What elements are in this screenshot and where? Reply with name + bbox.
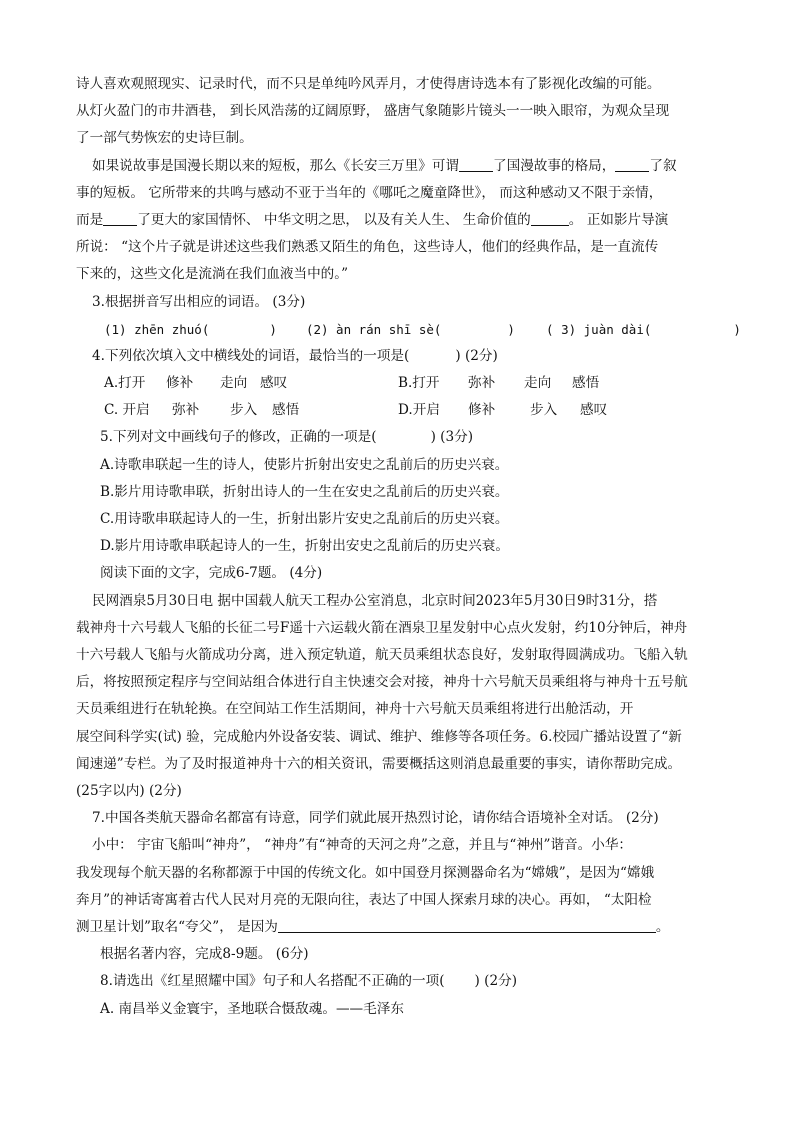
- question-4-stem: [92, 343, 498, 370]
- question-3-stem: 3.根据拼音写出相应的词语。 (3分): [92, 294, 306, 310]
- passage-line: 诗人喜欢观照现实、记录时代，而不只是单纯吟风弄月，才使得唐诗选本有了影视化改编的可能。: [76, 76, 661, 92]
- option-word: 走向: [220, 375, 248, 391]
- dialogue-text: 测卫星计划”取名“夸父”， 是因为: [76, 919, 278, 935]
- news-line: 展空间科学实(试) 验，完成舱内外设备安装、调试、维护、维修等各项任务。6.校园广播站设置了“新: [76, 729, 682, 745]
- passage-line: 所说： “这个片子就是讲述这些我们熟悉又陌生的角色，这些诗人，他们的经典作品，是一直流传: [76, 239, 659, 255]
- passage-line: 下来的，这些文化是流淌在我们血液当中的。”: [76, 266, 349, 282]
- passage-text: 了叙: [649, 158, 677, 174]
- option-b[interactable]: B.打开: [398, 375, 440, 391]
- news-line: 民网酒泉5月30日电 据中国载人航天工程办公室消息，北京时间2023年5月30日9时31分，搭: [92, 593, 658, 609]
- option-a[interactable]: A.诗歌串联起一生的诗人，使影片折射出安史之乱前后的历史兴衰。: [100, 457, 509, 473]
- option-word: 弥补: [172, 402, 200, 418]
- stem-text: 4.下列依次填入文中横线处的词语，最恰当的一项是(: [92, 348, 410, 364]
- passage-line: 了一部气势恢宏的史诗巨制。: [76, 130, 253, 146]
- option-word: 感悟: [272, 402, 300, 418]
- news-line: 载神舟十六号载人飞船的长征二号F遥十六运载火箭在酒泉卫星发射中心点火发射，约10分钟后，神舟: [76, 620, 688, 636]
- stem-text: ) (2分): [455, 348, 498, 364]
- dialogue-line: 我发现每个航天器的名称都源于中国的传统文化。如中国登月探测器命名为“嫦娥”，是因为“嫦娥: [76, 865, 655, 881]
- stem-text: ) (3分): [430, 429, 474, 445]
- section-intro: 根据名著内容，完成8-9题。 (6分): [100, 946, 309, 962]
- option-word: 弥补: [468, 375, 496, 391]
- question-4-options-row1: [104, 370, 599, 397]
- news-line: 闻速递”专栏。为了及时报道神舟十六的相关资讯，需要概括这则消息最重要的事实，请你帮助完成。: [76, 756, 682, 772]
- paren: ): [269, 322, 277, 337]
- option-d[interactable]: D.影片用诗歌串联起诗人的一生，折射出安史之乱前后的历史兴衰。: [100, 538, 509, 554]
- passage-text: 了国漫故事的格局，: [493, 158, 616, 174]
- option-c[interactable]: C.用诗歌串联起诗人的一生，折射出影片安史之乱前后的历史兴衰。: [100, 511, 509, 527]
- option-a[interactable]: A.打开: [104, 375, 146, 391]
- reading-intro: 阅读下面的文字，完成6-7题。 (4分): [100, 565, 323, 581]
- passage-line: 从灯火盈门的市井酒巷， 到长风浩荡的辽阔原野， 盛唐气象随影片镜头一一映入眼帘，为观众呈现: [76, 103, 670, 119]
- stem-text: 8.请选出《红星照耀中国》句子和人名搭配不正确的一项(: [100, 973, 445, 989]
- dialogue-line: 小中： 宇宙飞船叫“神舟”， “神舟”有“神奇的天河之舟”之意，并且与“神州”谐音。小华：: [92, 837, 633, 853]
- paren: ): [733, 322, 741, 337]
- news-line: 十六号载人飞船与火箭成功分离，进入预定轨道，航天员乘组状态良好，发射取得圆满成功。飞船入轨: [76, 647, 688, 663]
- option-word: 感叹: [580, 402, 608, 418]
- option-d[interactable]: D.开启: [398, 402, 440, 418]
- option-word: 步入: [530, 402, 558, 418]
- passage-line: 事的短板。 它所带来的共鸣与感动不亚于当年的《哪吒之魔童降世》， 而这种感动又不限于亲情，: [76, 185, 663, 201]
- question-5-stem: [100, 424, 473, 451]
- passage-line: [92, 153, 677, 180]
- fill-blank: [531, 211, 569, 226]
- option-a[interactable]: A. 南昌举义金寰宇，圣地联合慑敌魂。——毛泽东: [100, 1001, 404, 1017]
- question-6-limit: (25字以内) (2分): [76, 783, 182, 799]
- dialogue-line: 奔月”的神话寄寓着古代人民对月亮的无限向往，表达了中国人探索月球的决心。再如， “太阳检: [76, 892, 652, 908]
- fill-blank: [615, 157, 649, 172]
- option-word: 感悟: [572, 375, 600, 391]
- paren: ): [507, 322, 515, 337]
- question-3-pinyin-row: [104, 316, 741, 343]
- passage-text: 而是: [76, 212, 104, 228]
- passage-text: 了更大的家国情怀、 中华文明之思， 以及有关人生、 生命价值的: [137, 212, 531, 228]
- stem-text: 5.下列对文中画线句子的修改，正确的一项是(: [100, 429, 377, 445]
- passage-text: 。 正如影片导演: [568, 212, 669, 228]
- fill-blank: [459, 157, 493, 172]
- option-word: 走向: [524, 375, 552, 391]
- question-4-options-row2: [104, 397, 607, 424]
- option-b[interactable]: B.影片用诗歌串联，折射出诗人的一生在安史之乱前后的历史兴衰。: [100, 484, 509, 500]
- passage-text: 如果说故事是国漫长期以来的短板，那么《长安三万里》可谓: [92, 158, 460, 174]
- answer-line[interactable]: [278, 918, 656, 933]
- pinyin-item: ( 3) juàn dài(: [546, 322, 652, 337]
- passage-line: [76, 207, 668, 234]
- option-word: 步入: [230, 402, 258, 418]
- fill-blank: [103, 211, 137, 226]
- news-line: 天员乘组进行在轨轮换。在空间站工作生活期间，神舟十六号航天员乘组将进行出舱活动，开: [76, 701, 634, 717]
- stem-text: ) (2分): [474, 973, 518, 989]
- option-c[interactable]: C. 开启: [104, 402, 150, 418]
- news-line: 后，将按照预定程序与空间站组合体进行自主快速交会对接，神舟十六号航天员乘组将与神舟十五号航: [76, 674, 688, 690]
- pinyin-item: (2) àn rán shī sè(: [305, 322, 442, 337]
- option-word: 修补: [166, 375, 194, 391]
- question-8-stem: [100, 968, 517, 995]
- option-word: 感叹: [260, 375, 288, 391]
- option-word: 修补: [468, 402, 496, 418]
- question-7-stem: 7.中国各类航天器命名都富有诗意，同学们就此展开热烈讨论，请你结合语境补全对话。 (2分): [92, 810, 659, 826]
- dialogue-text: 。: [655, 919, 670, 935]
- dialogue-line: [76, 914, 669, 941]
- pinyin-item: (1) zhēn zhuó(: [104, 322, 210, 337]
